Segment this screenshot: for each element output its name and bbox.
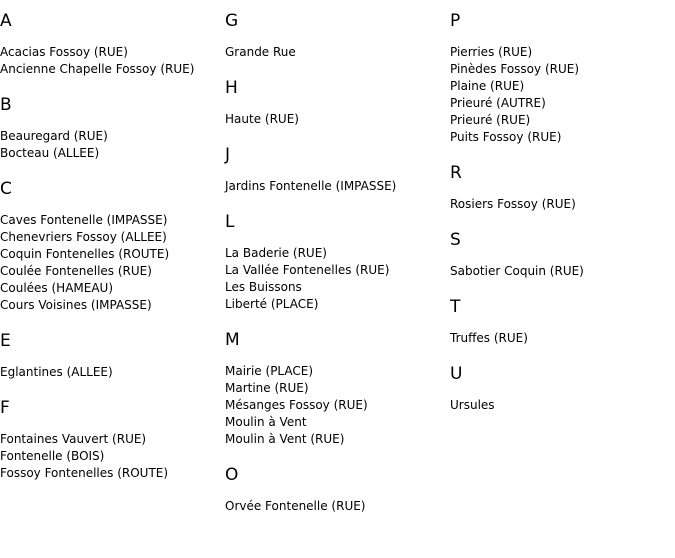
letter-heading: L [225, 212, 235, 232]
street-item[interactable]: Les Buissons [225, 280, 302, 294]
letter-heading: B [0, 95, 12, 115]
letter-group-m [225, 329, 445, 448]
letter-heading: E [0, 331, 11, 351]
street-item[interactable]: Prieuré (AUTRE) [450, 96, 546, 110]
letter-heading: U [450, 364, 463, 384]
street-list [225, 111, 445, 128]
letter-group-l [225, 211, 445, 313]
street-item[interactable]: Bocteau (ALLEE) [0, 146, 100, 160]
street-item[interactable]: Eglantines (ALLEE) [0, 365, 113, 379]
letter-group-h [225, 77, 445, 128]
letter-heading: T [450, 297, 461, 317]
street-item[interactable]: Pierries (RUE) [450, 45, 533, 59]
street-item[interactable]: Fontaines Vauvert (RUE) [0, 432, 147, 446]
street-item[interactable]: La Baderie (RUE) [225, 246, 327, 260]
letter-group-c [0, 178, 220, 314]
street-list [0, 212, 220, 314]
letter-group-a [0, 10, 220, 78]
street-item[interactable]: Fontenelle (BOIS) [0, 449, 105, 463]
street-item[interactable]: Cours Voisines (IMPASSE) [0, 298, 152, 312]
letter-heading: S [450, 230, 461, 250]
street-item[interactable]: Orvée Fontenelle (RUE) [225, 499, 366, 513]
street-item[interactable]: Mésanges Fossoy (RUE) [225, 398, 368, 412]
street-item[interactable]: La Vallée Fontenelles (RUE) [225, 263, 390, 277]
street-item[interactable]: Coulée Fontenelles (RUE) [0, 264, 152, 278]
street-item[interactable]: Chenevriers Fossoy (ALLEE) [0, 230, 167, 244]
street-list [450, 196, 670, 213]
street-list [225, 498, 445, 515]
street-index-column-1 [0, 10, 220, 498]
street-item[interactable]: Coquin Fontenelles (ROUTE) [0, 247, 170, 261]
letter-heading: G [225, 11, 239, 31]
street-item[interactable]: Fossoy Fontenelles (ROUTE) [0, 466, 169, 480]
street-item[interactable]: Jardins Fontenelle (IMPASSE) [225, 179, 397, 193]
street-item[interactable]: Caves Fontenelle (IMPASSE) [0, 213, 168, 227]
street-item[interactable]: Grande Rue [225, 45, 296, 59]
letter-heading: O [225, 465, 239, 485]
street-list [450, 44, 670, 146]
street-list [450, 263, 670, 280]
letter-group-g [225, 10, 445, 61]
letter-heading: P [450, 11, 461, 31]
letter-group-s [450, 229, 670, 280]
letter-heading: C [0, 179, 12, 199]
street-list [0, 128, 220, 162]
letter-group-p [450, 10, 670, 146]
street-list [0, 431, 220, 482]
letter-heading: R [450, 163, 462, 183]
street-item[interactable]: Moulin à Vent (RUE) [225, 432, 345, 446]
street-item[interactable]: Puits Fossoy (RUE) [450, 130, 562, 144]
street-list [0, 364, 220, 381]
street-item[interactable]: Mairie (PLACE) [225, 364, 314, 378]
street-index-column-3 [450, 10, 670, 430]
street-item[interactable]: Martine (RUE) [225, 381, 309, 395]
letter-heading: A [0, 11, 12, 31]
letter-group-j [225, 144, 445, 195]
letter-group-b [0, 94, 220, 162]
street-item[interactable]: Ursules [450, 398, 495, 412]
letter-group-e [0, 330, 220, 381]
street-item[interactable]: Beauregard (RUE) [0, 129, 108, 143]
street-list [0, 44, 220, 78]
street-item[interactable]: Pinèdes Fossoy (RUE) [450, 62, 580, 76]
street-item[interactable]: Rosiers Fossoy (RUE) [450, 197, 576, 211]
letter-heading: M [225, 330, 240, 350]
letter-heading: F [0, 398, 10, 418]
letter-group-t [450, 296, 670, 347]
street-item[interactable]: Sabotier Coquin (RUE) [450, 264, 584, 278]
letter-heading: H [225, 78, 238, 98]
street-item[interactable]: Ancienne Chapelle Fossoy (RUE) [0, 62, 195, 76]
street-item[interactable]: Prieuré (RUE) [450, 113, 531, 127]
letter-group-r [450, 162, 670, 213]
street-list [450, 330, 670, 347]
street-list [225, 245, 445, 313]
street-list [225, 363, 445, 448]
street-item[interactable]: Liberté (PLACE) [225, 297, 319, 311]
street-item[interactable]: Acacias Fossoy (RUE) [0, 45, 128, 59]
street-list [225, 178, 445, 195]
street-list [225, 44, 445, 61]
street-item[interactable]: Haute (RUE) [225, 112, 299, 126]
letter-group-o [225, 464, 445, 515]
letter-group-u [450, 363, 670, 414]
street-item[interactable]: Truffes (RUE) [450, 331, 528, 345]
letter-group-f [0, 397, 220, 482]
street-list [450, 397, 670, 414]
street-item[interactable]: Coulées (HAMEAU) [0, 281, 114, 295]
street-item[interactable]: Moulin à Vent [225, 415, 307, 429]
street-item[interactable]: Plaine (RUE) [450, 79, 525, 93]
street-index-column-2 [225, 10, 445, 531]
letter-heading: J [225, 145, 231, 165]
